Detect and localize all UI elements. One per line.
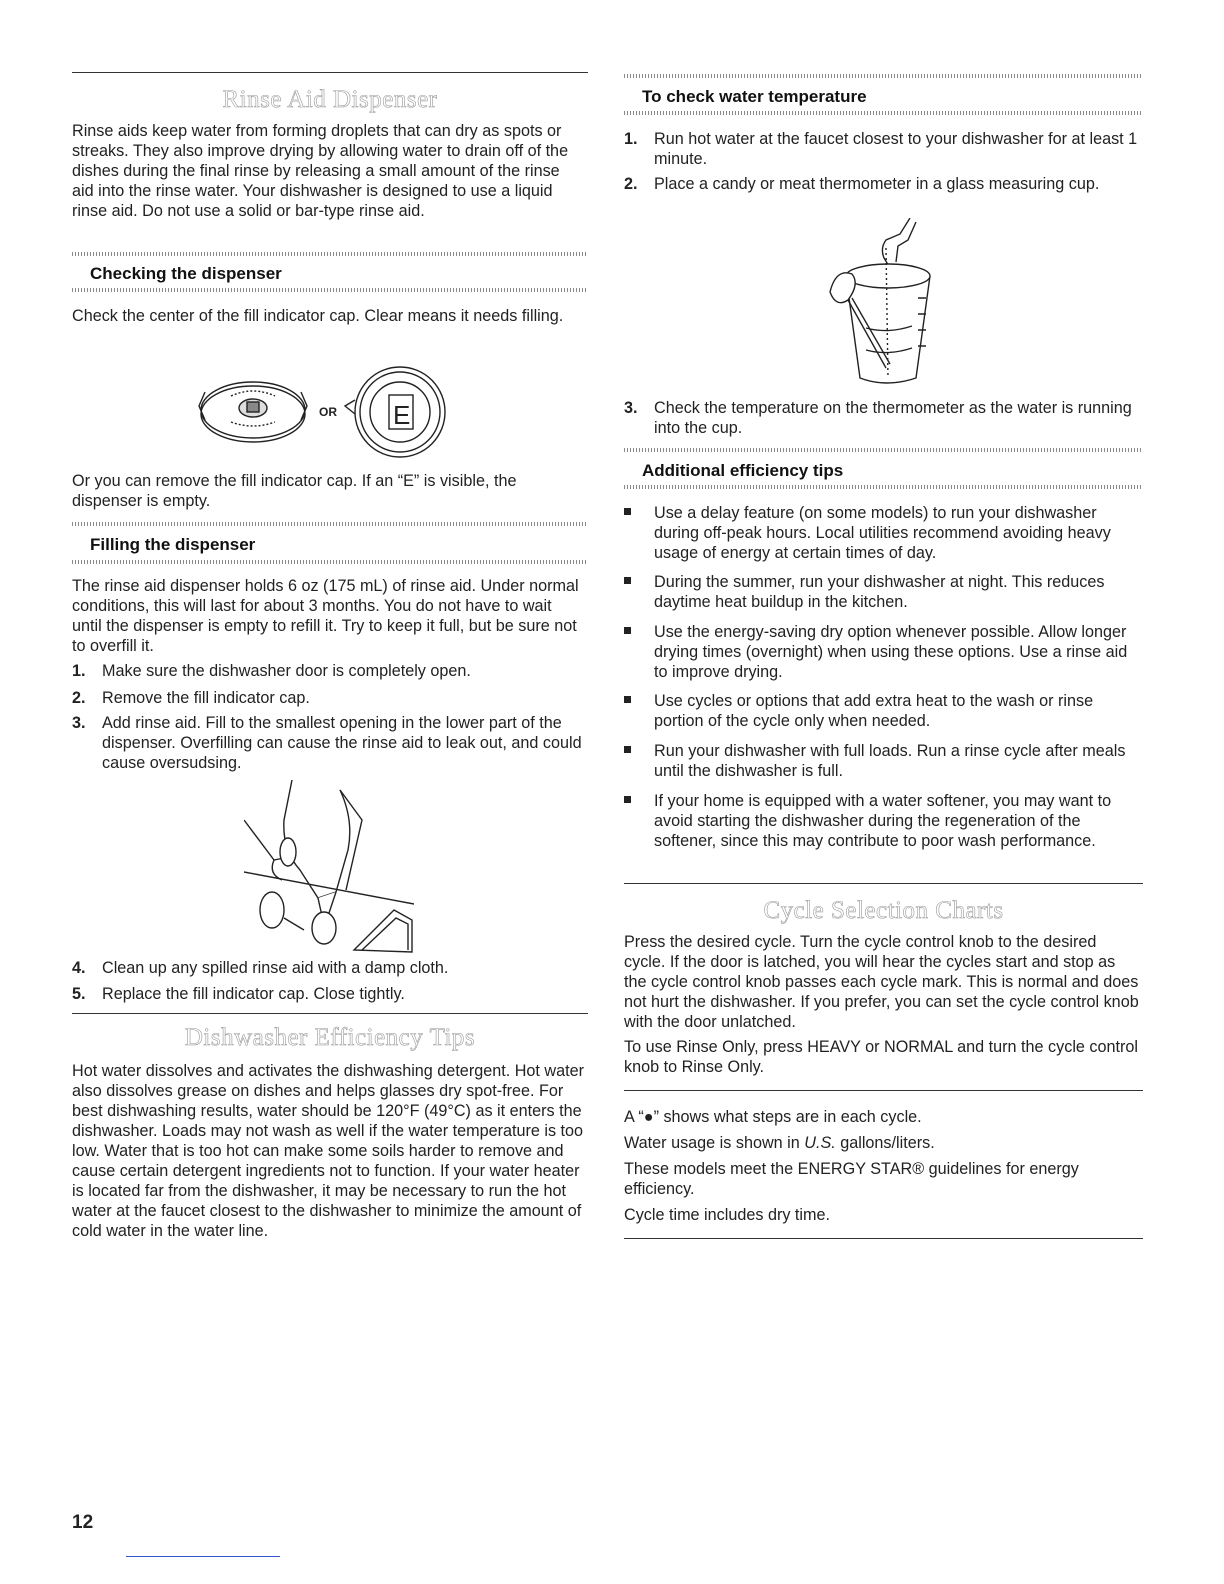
- filling-text: The rinse aid dispenser holds 6 oz (175 mL) of rinse aid. Under normal conditions, this will last for about 3 months. You do not have to wait until the dispenser is empty to refill it. Try to keep it full, but be sure not to overfill it.: [72, 577, 579, 655]
- hatch-divider: [72, 522, 588, 526]
- cycle-para-2: To use Rinse Only, press HEAVY or NORMAL and turn the cycle control knob to Rinse Only.: [624, 1038, 1139, 1076]
- list-item: 3. Add rinse aid. Fill to the smallest opening in the lower part of the dispenser. Overfilling can cause the rinse aid to leak out, and could cause oversudsing.: [72, 714, 582, 772]
- remove-cap-text: Or you can remove the fill indicator cap. If an “E” is visible, the dispenser is empty.: [72, 472, 517, 510]
- bullet-icon: [624, 627, 631, 634]
- list-item: 3. Check the temperature on the thermometer as the water is running into the cup.: [624, 399, 1132, 437]
- hatch-divider: [72, 252, 588, 256]
- list-item: 5. Replace the fill indicator cap. Close tightly.: [72, 985, 405, 1003]
- cap-top-view-icon: [199, 382, 307, 442]
- fill-indicator-cap-figure: [195, 362, 465, 462]
- footer-line: [126, 1556, 280, 1557]
- bullet-icon: [624, 577, 631, 584]
- list-item: 4. Clean up any spilled rinse aid with a damp cloth.: [72, 959, 449, 977]
- efficiency-text: Hot water dissolves and activates the dishwashing detergent. Hot water also dissolves grease on dishes and helps glasses dry spot-free. For best dishwashing results, water should be 120°F (49°C) as it enters the dishwasher. Loads may not wash as well if the water temperature is too low. Water that is too hot can make some soils harder to remove and cause certain detergent ingredients not to function. If your water heater is located far from the dishwasher, it may be necessary to run the hot water at the faucet closest to the dishwasher to minimize the amount of cold water in the water line.: [72, 1062, 584, 1240]
- or-label: OR: [319, 405, 337, 419]
- bullet-icon: [624, 508, 631, 515]
- list-item: During the summer, run your dishwasher at night. This reduces daytime heat buildup in the kitchen.: [624, 572, 1139, 612]
- cap-removed-icon: [345, 367, 445, 457]
- rinse-aid-intro: Rinse aids keep water from forming droplets that can dry as spots or streaks. They also improve drying by allowing water to drain off of the dishes during the final rinse by releasing a small amount of the rinse aid into the rinse water. Your dishwasher is designed to use a liquid rinse aid. Do not use a solid or bar-type rinse aid.: [72, 122, 569, 220]
- list-item: Use the energy-saving dry option whenever possible. Allow longer drying times (overnight) when using these options. Use a rinse aid to improve drying.: [624, 622, 1139, 682]
- cycle-note-bullet: A “●” shows what steps are in each cycle.: [624, 1108, 922, 1126]
- hatch-divider: [72, 560, 588, 564]
- cycle-para-1: Press the desired cycle. Turn the cycle control knob to the desired cycle. If the door is latched, you will hear the cycles start and stop as the cycle control knob passes each cycle mark. This is normal and does not hurt the dishwasher. If you prefer, you can set the cycle control knob with the door unlatched.: [624, 933, 1139, 1031]
- hatch-divider: [624, 485, 1143, 489]
- tips-heading: Additional efficiency tips: [642, 461, 844, 480]
- bullet-icon: [624, 746, 631, 753]
- filling-heading: Filling the dispenser: [90, 535, 256, 554]
- hatch-divider: [624, 74, 1143, 78]
- measuring-cup-figure: [826, 218, 946, 388]
- cycle-note-time: Cycle time includes dry time.: [624, 1206, 831, 1224]
- rinse-aid-bottle-figure: [244, 780, 414, 955]
- list-item: 2. Remove the fill indicator cap.: [72, 689, 310, 707]
- section-rule: [624, 1090, 1143, 1091]
- checking-heading: Checking the dispenser: [90, 264, 282, 283]
- list-item: Run your dishwasher with full loads. Run a rinse cycle after meals until the dishwasher is full.: [624, 741, 1139, 781]
- cap-letter-e: E: [393, 400, 411, 430]
- cycle-note-water: Water usage is shown in U.S. gallons/liters.: [624, 1134, 935, 1152]
- cycle-note-energy-star: These models meet the ENERGY STAR® guidelines for energy efficiency.: [624, 1160, 1079, 1198]
- bullet-icon: [624, 796, 631, 803]
- bullet-icon: [624, 696, 631, 703]
- top-rule-left: [72, 72, 588, 73]
- list-item: 1. Make sure the dishwasher door is completely open.: [72, 662, 471, 680]
- list-item: 2. Place a candy or meat thermometer in a glass measuring cup.: [624, 175, 1100, 193]
- list-item: Use cycles or options that add extra heat to the wash or rinse portion of the cycle only when needed.: [624, 691, 1139, 731]
- checking-text: Check the center of the fill indicator cap. Clear means it needs filling.: [72, 307, 564, 325]
- hatch-divider: [72, 288, 588, 292]
- rinse-aid-title: Rinse Aid Dispenser: [222, 86, 438, 113]
- list-item: If your home is equipped with a water softener, you may want to avoid starting the dishwasher during the regeneration of the softener, since this may contribute to poor wash performance.: [624, 791, 1139, 851]
- page-number: 12: [72, 1512, 94, 1533]
- hatch-divider: [624, 448, 1143, 452]
- hatch-divider: [624, 111, 1143, 115]
- list-item: Use a delay feature (on some models) to run your dishwasher during off-peak hours. Local utilities recommend avoiding heavy usage of energy at certain times of day.: [624, 503, 1139, 563]
- list-item: 1. Run hot water at the faucet closest to your dishwasher for at least 1 minute.: [624, 130, 1138, 168]
- water-temp-heading: To check water temperature: [642, 87, 867, 106]
- efficiency-title: Dishwasher Efficiency Tips: [184, 1024, 476, 1051]
- cycle-title: Cycle Selection Charts: [763, 897, 1004, 924]
- section-rule: [624, 883, 1143, 884]
- section-rule: [72, 1013, 588, 1014]
- section-rule: [624, 1238, 1143, 1239]
